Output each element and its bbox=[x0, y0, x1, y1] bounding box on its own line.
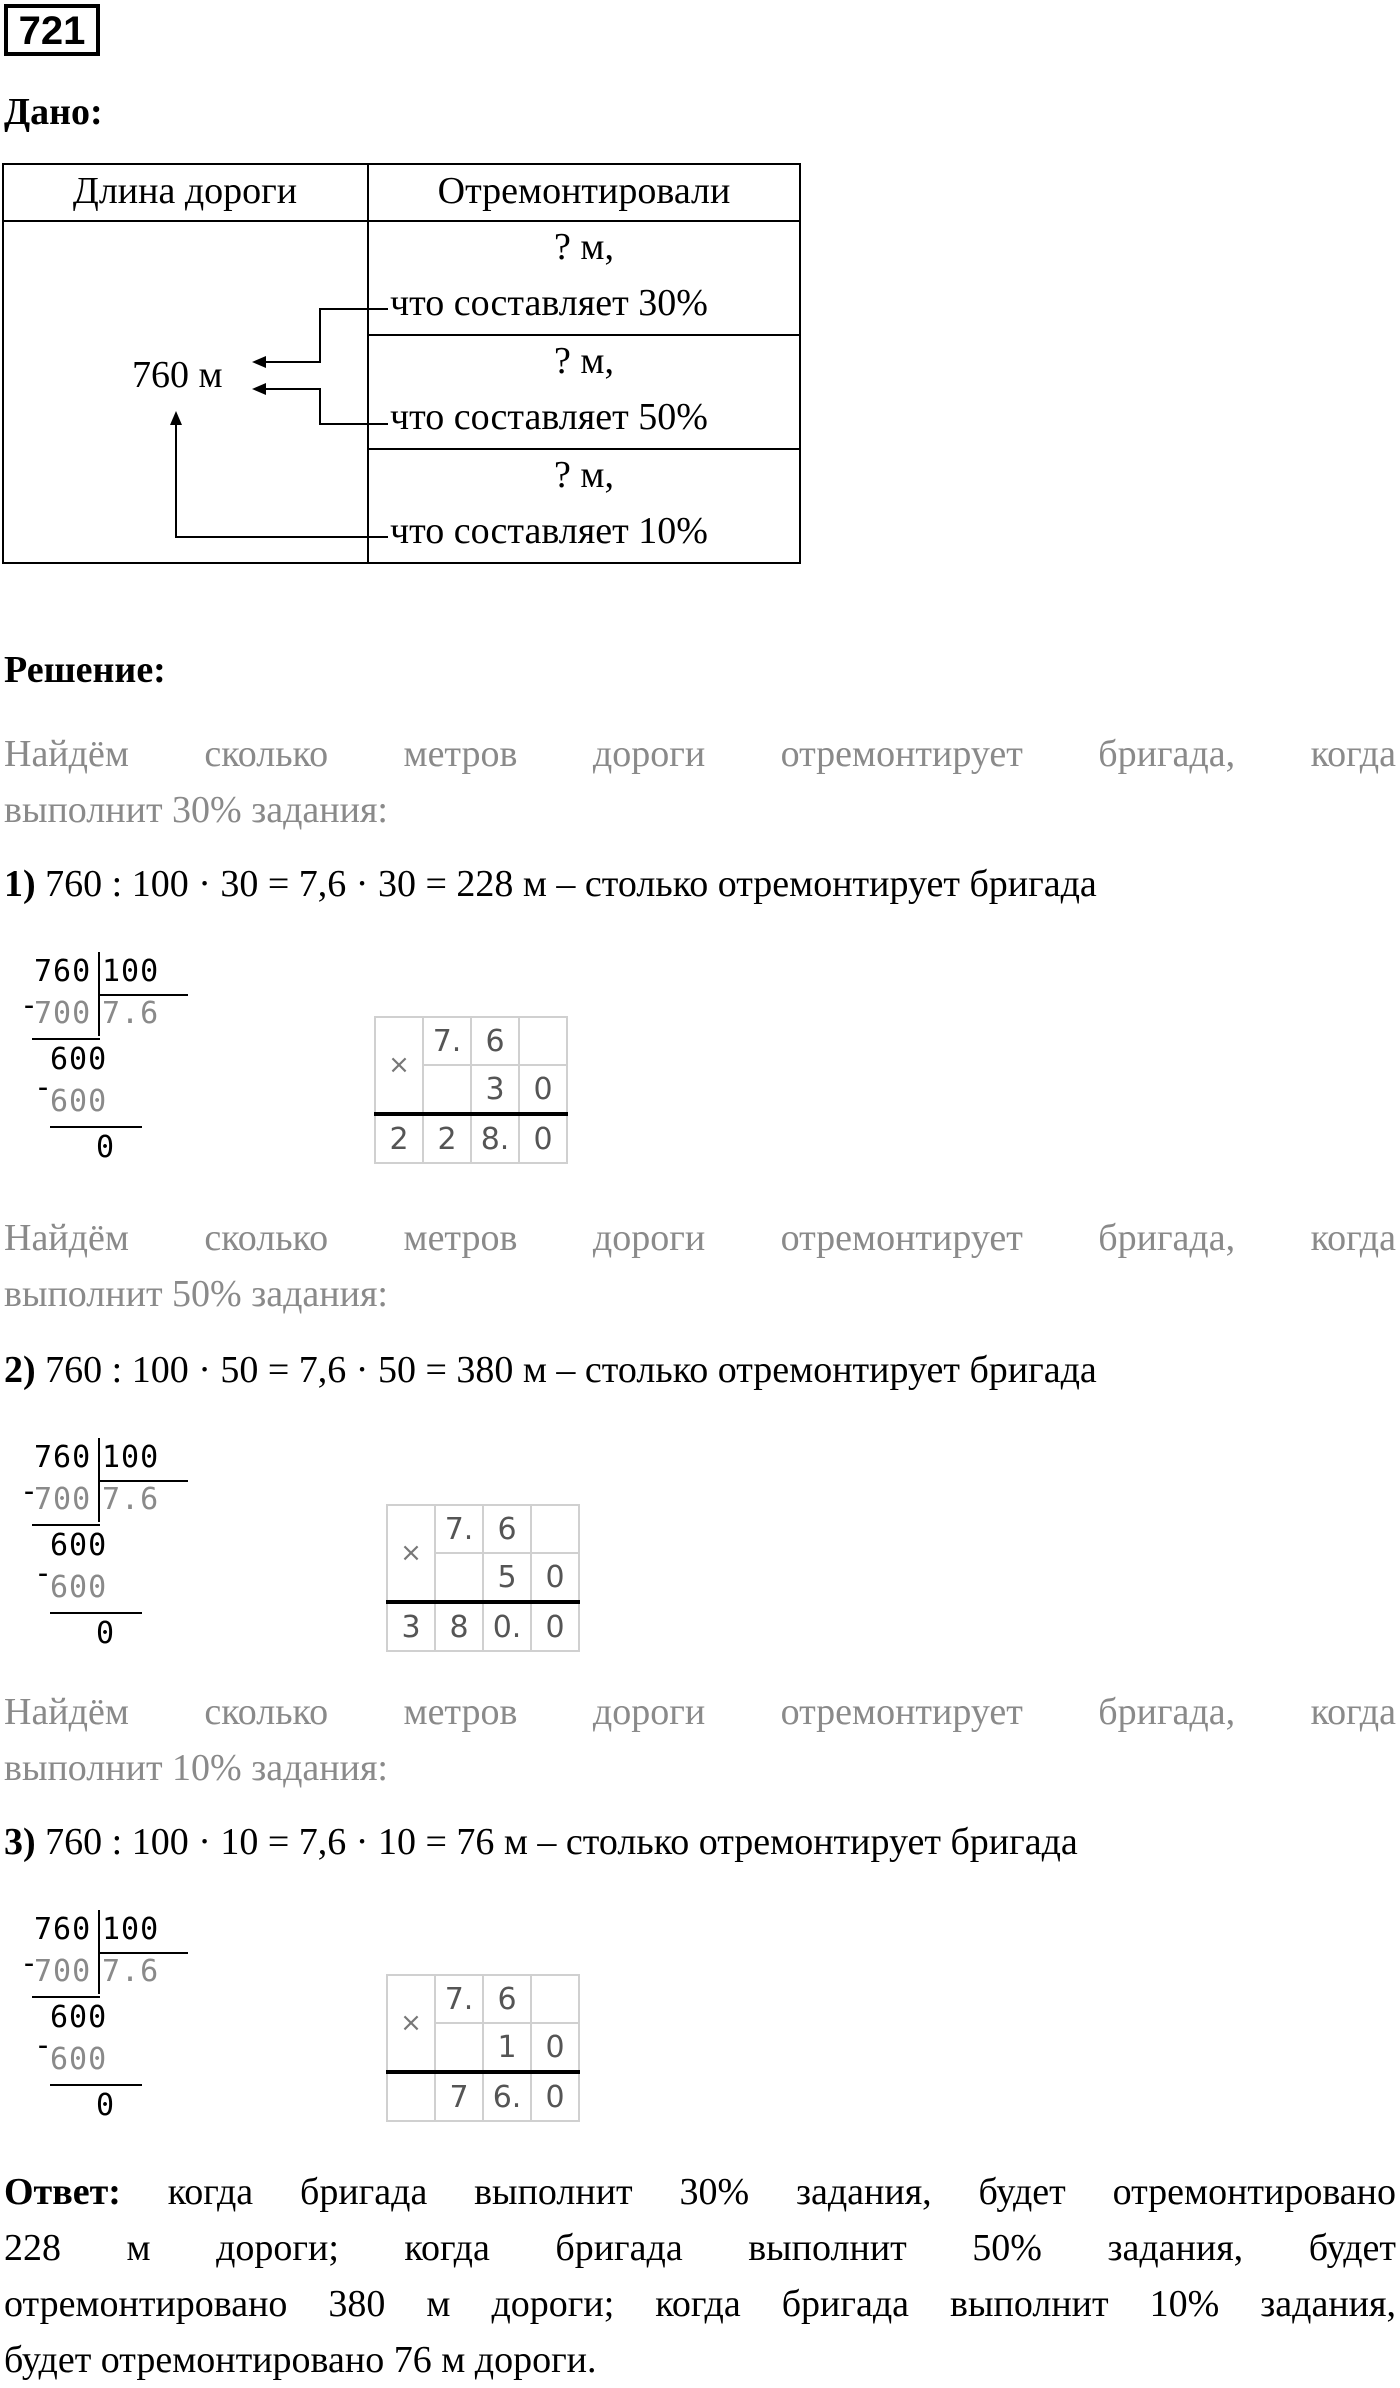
result-cell: 2 bbox=[423, 1114, 471, 1163]
multiply-sign: × bbox=[387, 1505, 435, 1602]
cell: 5 bbox=[483, 1553, 531, 1602]
cell: 7. bbox=[423, 1017, 471, 1065]
solution-heading: Решение: bbox=[4, 649, 166, 691]
step1-multiplication bbox=[374, 1016, 568, 1164]
step2-number: 2) bbox=[4, 1349, 36, 1391]
cell: 6 bbox=[483, 1975, 531, 2023]
result-cell: 0 bbox=[531, 2072, 579, 2121]
result-cell: 8 bbox=[435, 1602, 483, 1651]
cell: 1 bbox=[483, 2023, 531, 2072]
answer-text1: когда бригада выполнит 30% задания, будет отремонтировано bbox=[167, 2171, 1396, 2213]
step3-long-division: 760 100 - 700 7.6 600 - 600 0 bbox=[14, 1910, 204, 2140]
row1-percent: что составляет 30% bbox=[390, 282, 708, 324]
step1-formula-line bbox=[4, 862, 1097, 906]
quotient: 7.6 bbox=[102, 1954, 160, 1989]
subtrahend1: 700 bbox=[34, 1954, 92, 1989]
result-cell: 8. bbox=[471, 1114, 519, 1163]
cell: 0 bbox=[519, 1065, 567, 1114]
multiply-sign: × bbox=[387, 1975, 435, 2072]
given-table bbox=[2, 163, 802, 565]
cell: 6 bbox=[483, 1505, 531, 1553]
step3-multiplication bbox=[386, 1974, 580, 2122]
subtrahend2: 600 bbox=[50, 2042, 108, 2077]
divisor: 100 bbox=[102, 1912, 160, 1947]
subtrahend1: 700 bbox=[34, 1482, 92, 1517]
given-heading: Дано: bbox=[4, 91, 103, 133]
step3-intro-line1: Найдём сколько метров дороги отремонтирует бригада, когда bbox=[4, 1691, 1396, 1733]
result-cell bbox=[387, 2072, 435, 2121]
row2-question: ? м, bbox=[554, 340, 614, 382]
step2-intro-line1: Найдём сколько метров дороги отремонтирует бригада, когда bbox=[4, 1217, 1396, 1259]
dividend: 760 bbox=[34, 954, 92, 989]
answer-block bbox=[4, 2164, 1396, 2388]
step2-intro-line2: выполнит 50% задания: bbox=[4, 1273, 388, 1315]
remainder2: 0 bbox=[96, 1130, 116, 1165]
result-cell: 7 bbox=[435, 2072, 483, 2121]
dividend: 760 bbox=[34, 1912, 92, 1947]
cell: 3 bbox=[471, 1065, 519, 1114]
step2-long-division: 760 100 - 700 7.6 600 - 600 0 bbox=[14, 1438, 204, 1668]
step1-intro-line2: выполнит 30% задания: bbox=[4, 789, 388, 831]
step1-number: 1) bbox=[4, 863, 36, 905]
result-cell: 6. bbox=[483, 2072, 531, 2121]
remainder2: 0 bbox=[96, 1616, 116, 1651]
quotient: 7.6 bbox=[102, 1482, 160, 1517]
cell: 0 bbox=[531, 1553, 579, 1602]
answer-line1 bbox=[4, 2164, 1396, 2220]
result-cell: 0 bbox=[531, 1602, 579, 1651]
quotient: 7.6 bbox=[102, 996, 160, 1031]
step1-intro-line1: Найдём сколько метров дороги отремонтирует бригада, когда bbox=[4, 733, 1396, 775]
road-length-value: 760 м bbox=[132, 354, 223, 396]
cell bbox=[531, 1505, 579, 1553]
cell: 0 bbox=[531, 2023, 579, 2072]
multiply-sign: × bbox=[375, 1017, 423, 1114]
result-cell: 3 bbox=[387, 1602, 435, 1651]
step1-intro bbox=[4, 726, 1396, 838]
step1-long-division: 760 100 - 700 7.6 600 - 600 0 bbox=[14, 952, 204, 1182]
result-cell: 0. bbox=[483, 1602, 531, 1651]
step3-intro-line2: выполнит 10% задания: bbox=[4, 1747, 388, 1789]
step3-number: 3) bbox=[4, 1821, 36, 1863]
cell bbox=[435, 1553, 483, 1602]
answer-line4: будет отремонтировано 76 м дороги. bbox=[4, 2339, 597, 2381]
row1-question: ? м, bbox=[554, 226, 614, 268]
result-cell: 0 bbox=[519, 1114, 567, 1163]
divisor: 100 bbox=[102, 1440, 160, 1475]
remainder2: 0 bbox=[96, 2088, 116, 2123]
answer-label: Ответ: bbox=[4, 2171, 121, 2213]
header-repaired: Отремонтировали bbox=[437, 170, 731, 212]
subtrahend2: 600 bbox=[50, 1084, 108, 1119]
row3-question: ? м, bbox=[554, 454, 614, 496]
step3-formula: 760 : 100 · 10 = 7,6 · 10 = 76 м – столько отремонтирует бригада bbox=[45, 1821, 1078, 1863]
answer-line2: 228 м дороги; когда бригада выполнит 50% задания, будет bbox=[4, 2227, 1396, 2269]
cell bbox=[435, 2023, 483, 2072]
step2-intro bbox=[4, 1210, 1396, 1322]
subtrahend2: 600 bbox=[50, 1570, 108, 1605]
step2-multiplication bbox=[386, 1504, 580, 1652]
cell: 7. bbox=[435, 1505, 483, 1553]
step3-formula-line bbox=[4, 1820, 1078, 1864]
row2-percent: что составляет 50% bbox=[390, 396, 708, 438]
answer-line3: отремонтировано 380 м дороги; когда бригада выполнит 10% задания, bbox=[4, 2283, 1396, 2325]
step1-formula: 760 : 100 · 30 = 7,6 · 30 = 228 м – столько отремонтирует бригада bbox=[45, 863, 1097, 905]
result-cell: 2 bbox=[375, 1114, 423, 1163]
step2-formula-line bbox=[4, 1348, 1097, 1392]
header-road-length: Длина дороги bbox=[72, 170, 298, 212]
dividend: 760 bbox=[34, 1440, 92, 1475]
row3-percent: что составляет 10% bbox=[390, 510, 708, 552]
cell bbox=[519, 1017, 567, 1065]
cell bbox=[531, 1975, 579, 2023]
remainder1: 600 bbox=[50, 1528, 108, 1563]
remainder1: 600 bbox=[50, 2000, 108, 2035]
cell: 7. bbox=[435, 1975, 483, 2023]
cell bbox=[423, 1065, 471, 1114]
divisor: 100 bbox=[102, 954, 160, 989]
step3-intro bbox=[4, 1684, 1396, 1796]
subtrahend1: 700 bbox=[34, 996, 92, 1031]
task-number: 721 bbox=[4, 4, 100, 56]
remainder1: 600 bbox=[50, 1042, 108, 1077]
step2-formula: 760 : 100 · 50 = 7,6 · 50 = 380 м – столько отремонтирует бригада bbox=[45, 1349, 1097, 1391]
cell: 6 bbox=[471, 1017, 519, 1065]
